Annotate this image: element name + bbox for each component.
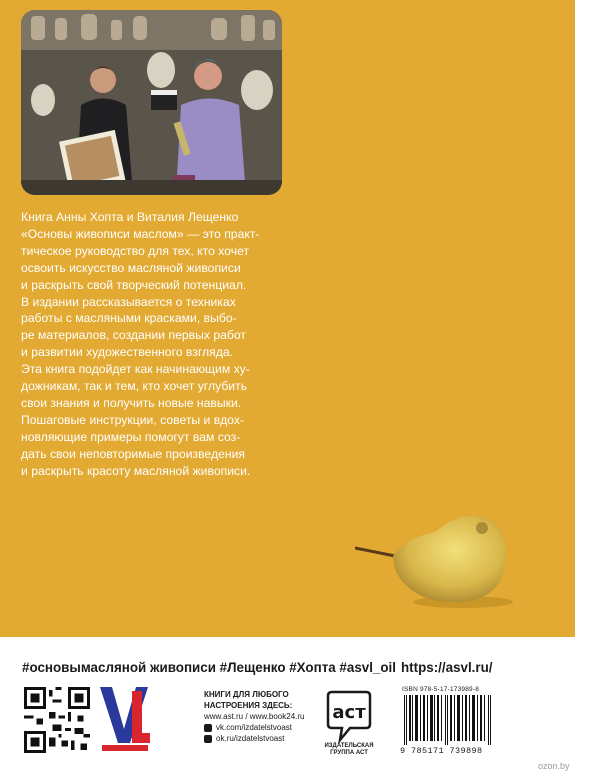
vk-row[interactable] (204, 722, 304, 733)
barcode-icon (400, 695, 496, 745)
description-line: дать свои неповторимые произведения (21, 446, 245, 461)
description-line: Эта книга подойдет как начинающим ху- (21, 362, 250, 377)
books-header-1: КНИГИ ДЛЯ ЛЮБОГО (204, 690, 289, 699)
description-line: Пошаговые инструкции, советы и вдох- (21, 412, 244, 427)
watermark: ozon.by (538, 761, 570, 771)
description-line: «Основы живописи маслом» — это практ- (21, 226, 260, 241)
sites-link[interactable]: www.ast.ru / www.book24.ru (204, 712, 305, 721)
vk-icon (204, 724, 212, 732)
books-header-2: НАСТРОЕНИЯ ЗДЕСЬ: (204, 701, 293, 710)
svg-text:аст: аст (332, 702, 366, 723)
barcode-number: 9 785171 739898 (400, 746, 483, 756)
publisher-info (204, 689, 304, 744)
description-line: новляющие примеры помогут вам соз- (21, 429, 241, 444)
isbn: ISBN 978-5-17-173989-8 (402, 686, 480, 693)
publisher-logo-icon (326, 690, 372, 746)
ok-icon (204, 735, 212, 743)
description-line: освоить искусство масляной живописи (21, 260, 241, 275)
authors-photo (21, 10, 282, 195)
ok-link[interactable]: ok.ru/izdatelstvoast (216, 734, 285, 743)
qr-code-icon[interactable] (24, 687, 90, 753)
book-description (21, 209, 286, 480)
publisher-caption-2: ГРУППА АСТ (330, 750, 368, 756)
description-line: и развитии художественного взгляда. (21, 345, 233, 360)
description-line: дожникам, так и тем, кто хочет углубить (21, 379, 248, 394)
pear-illustration (355, 490, 525, 610)
hashtags-line (22, 660, 567, 675)
hashtags: #основымасляной живописи #Лещенко #Хопта #asvl_oil (22, 660, 396, 675)
description-line: свои знания и получить новые навыки. (21, 395, 242, 410)
publisher-caption-1: ИЗДАТЕЛЬСКАЯ (324, 743, 374, 749)
description-line: тическое руководство для тех, кто хочет (21, 243, 250, 258)
site-link[interactable]: https://asvl.ru/ (401, 660, 493, 675)
description-line: работы с масляными красками, выбо- (21, 311, 237, 326)
description-line: ре материалов, создании первых работ (21, 328, 247, 343)
description-line: В издании рассказывается о техниках (21, 294, 236, 309)
photo-illustration (21, 10, 282, 195)
publisher-caption (318, 743, 380, 757)
description-line: и раскрыть свой творческий потенциал. (21, 277, 247, 292)
description-line: и раскрыть красоту масляной живописи. (21, 463, 251, 478)
vk-link[interactable]: vk.com/izdatelstvoast (216, 723, 293, 732)
description-line: Книга Анны Хопта и Виталия Лещенко (21, 210, 239, 224)
ok-row[interactable] (204, 733, 304, 744)
author-logo-icon (98, 683, 150, 755)
